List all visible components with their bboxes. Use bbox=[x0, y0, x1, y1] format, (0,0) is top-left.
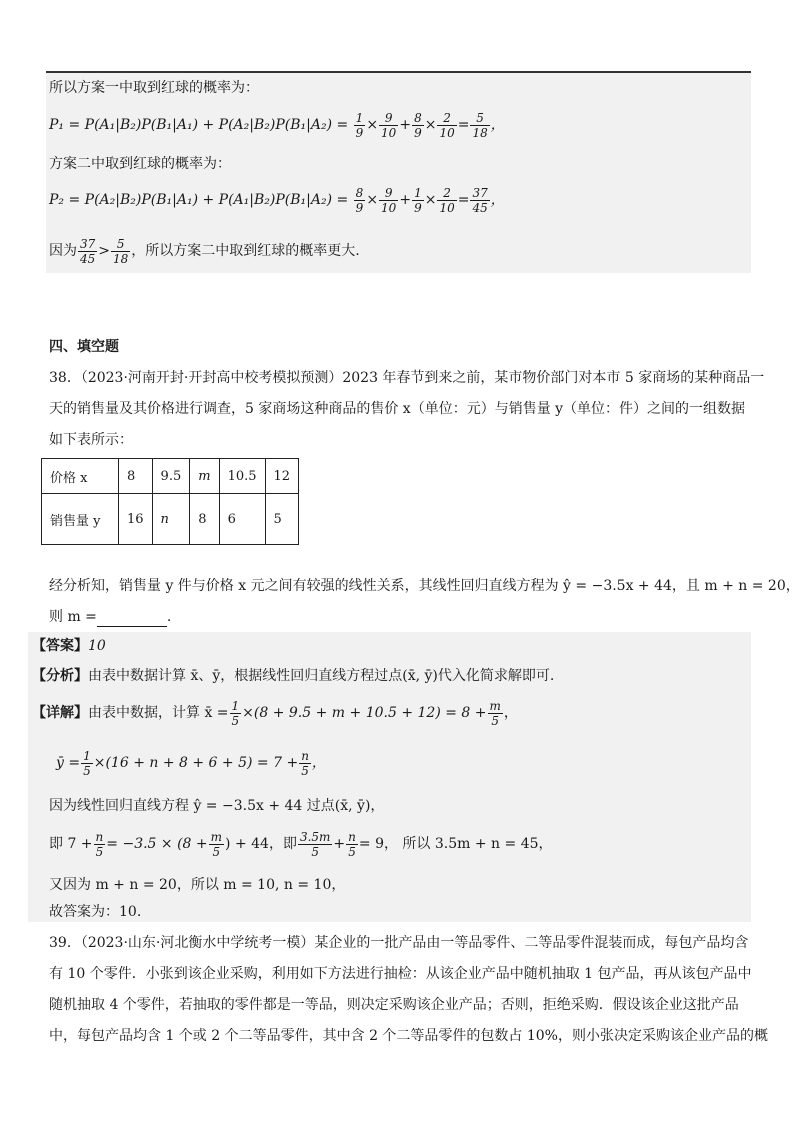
table-cell: n bbox=[152, 494, 190, 545]
table-cell: 8 bbox=[119, 459, 153, 494]
eq-frac4: $\frac{n}{5}$ bbox=[348, 829, 356, 859]
q38-pass-line: 因为线性回归直线方程 ŷ = −3.5x + 44 过点(x̄, ȳ)， bbox=[49, 798, 385, 814]
p2-frac1: $\frac{8}{9}$ bbox=[355, 185, 364, 215]
p1-frac4: $\frac{2}{10}$ bbox=[439, 110, 455, 140]
q38-detail: 【详解】由表中数据，计算 x̄ = $\frac{1}{5}$ ×(8 + 9.5 + m + 10.5 + 12) = 8 + $\frac{m}{5}$ ， bbox=[32, 698, 518, 728]
q38-final-line: 故答案为：10. bbox=[49, 904, 142, 920]
p1-lhs: P₁ = P(A₁|B₂)P(B₁|A₁) + P(A₂|B₂)P(B₁|A₂) = bbox=[49, 117, 349, 133]
table-cell: 12 bbox=[265, 459, 299, 494]
p2-frac3: $\frac{1}{9}$ bbox=[414, 185, 422, 215]
ybar-line: ȳ = $\frac{1}{5}$ ×(16 + n + 8 + 6 + 5) = 7 + $\frac{n}{5}$ ， bbox=[56, 748, 326, 778]
ybar-frac2: $\frac{n}{5}$ bbox=[301, 748, 309, 778]
price-sales-table bbox=[41, 458, 299, 545]
concl-frac-a: $\frac{37}{45}$ bbox=[80, 236, 96, 266]
prev-line1: 所以方案一中取到红球的概率为： bbox=[49, 80, 259, 96]
q39-line2: 有 10 个零件．小张到该企业采购，利用如下方法进行抽检：从该企业产品中随机抽取 1 包产品，再从该包产品中 bbox=[49, 966, 752, 982]
table-cell: 8 bbox=[190, 494, 219, 545]
p1-result: $\frac{5}{18}$ bbox=[472, 110, 488, 140]
q38-line2: 天的销售量及其价格进行调查，5 家商场这种商品的售价 x（单位：元）与销售量 y（单位：件）之间的一组数据 bbox=[49, 401, 746, 417]
table-cell: 9.5 bbox=[152, 459, 190, 494]
section-heading: 四、填空题 bbox=[49, 339, 119, 355]
eq-frac3: $\frac{3.5m}{5}$ bbox=[299, 829, 331, 859]
table-cell: 16 bbox=[119, 494, 153, 545]
p2-equation: P₂ = P(A₂|B₂)P(B₁|A₁) + P(A₁|B₂)P(B₁|A₂) = $\frac{8}{9}$ × $\frac{9}{10}$ + $\frac{1}{9}$ × $\frac{2}{10}$ = $\frac{37}{45}$ ， bbox=[49, 185, 505, 215]
q39-line1: 39．（2023·山东·河北衡水中学统考一模）某企业的一批产品由一等品零件、二等品零件混装而成，每包产品均含 bbox=[49, 935, 749, 951]
p1-frac2: $\frac{9}{10}$ bbox=[381, 110, 397, 140]
p2-result: $\frac{37}{45}$ bbox=[472, 185, 488, 215]
p1-frac1: $\frac{1}{9}$ bbox=[355, 110, 364, 140]
q38-line5: 则 m = . bbox=[49, 609, 172, 625]
q38-analysis: 【分析】由表中数据计算 x̄、ȳ，根据线性回归直线方程过点(x̄, ȳ)代入化简求解即可. bbox=[32, 668, 555, 684]
answer-blank bbox=[97, 612, 167, 627]
prev-line3: 方案二中取到红球的概率为： bbox=[49, 156, 231, 172]
p2-lhs: P₂ = P(A₂|B₂)P(B₁|A₁) + P(A₁|B₂)P(B₁|A₂) = bbox=[49, 192, 349, 208]
concl-frac-b: $\frac{5}{18}$ bbox=[113, 236, 129, 266]
q38-line1: 38．（2023·河南开封·开封高中校考模拟预测）2023 年春节到来之前，某市物价部门对本市 5 家商场的某种商品一 bbox=[49, 370, 765, 386]
ybar-frac1: $\frac{1}{5}$ bbox=[83, 748, 91, 778]
table-cell: 6 bbox=[219, 494, 265, 545]
eq-frac2: $\frac{m}{5}$ bbox=[210, 829, 223, 859]
xbar-frac1: $\frac{1}{5}$ bbox=[231, 698, 240, 728]
table-cell: 价格 x bbox=[42, 459, 119, 494]
q38-answer: 【答案】10 bbox=[32, 638, 106, 654]
table-row-sales bbox=[42, 494, 299, 545]
table-cell: 10.5 bbox=[219, 459, 265, 494]
q38-also-line: 又因为 m + n = 20，所以 m = 10, n = 10， bbox=[49, 877, 346, 893]
q38-equation-line: 即 7 + $\frac{n}{5}$ = −3.5 × (8 + $\frac{m}{5}$ ) + 44，即 $\frac{3.5m}{5}$ + $\frac{n}{5}$ = 9， 所以 3.5m + n = 45， bbox=[49, 829, 553, 859]
table-cell: 5 bbox=[265, 494, 299, 545]
table-cell: 销售量 y bbox=[42, 494, 119, 545]
p2-frac2: $\frac{9}{10}$ bbox=[381, 185, 397, 215]
table-row-price bbox=[42, 459, 299, 494]
xbar-frac2: $\frac{m}{5}$ bbox=[489, 698, 501, 728]
q38-line3: 如下表所示： bbox=[49, 432, 133, 448]
p2-frac4: $\frac{2}{10}$ bbox=[439, 185, 455, 215]
eq-frac1: $\frac{n}{5}$ bbox=[95, 829, 104, 859]
p1-equation: P₁ = P(A₁|B₂)P(B₁|A₁) + P(A₂|B₂)P(B₁|A₂) = $\frac{1}{9}$ × $\frac{9}{10}$ + $\frac{8}{9}$ × $\frac{2}{10}$ = $\frac{5}{18}$ ， bbox=[49, 110, 505, 140]
q39-line4: 中，每包产品均含 1 个或 2 个二等品零件，其中含 2 个二等品零件的包数占 10%，则小张决定采购该企业产品的概 bbox=[49, 1028, 768, 1044]
q38-line4: 经分析知，销售量 y 件与价格 x 元之间有较强的线性关系，其线性回归直线方程为 ŷ = −3.5x + 44，且 m + n = 20， bbox=[49, 578, 800, 594]
p1-frac3: $\frac{8}{9}$ bbox=[414, 110, 422, 140]
q39-line3: 随机抽取 4 个零件，若抽取的零件都是一等品，则决定采购该企业产品；否则，拒绝采购．假设该企业这批产品 bbox=[49, 997, 739, 1013]
prev-conclusion: 因为 $\frac{37}{45}$ > $\frac{5}{18}$ ，所以方案二中取到红球的概率更大. bbox=[49, 236, 360, 266]
table-cell: m bbox=[190, 459, 219, 494]
